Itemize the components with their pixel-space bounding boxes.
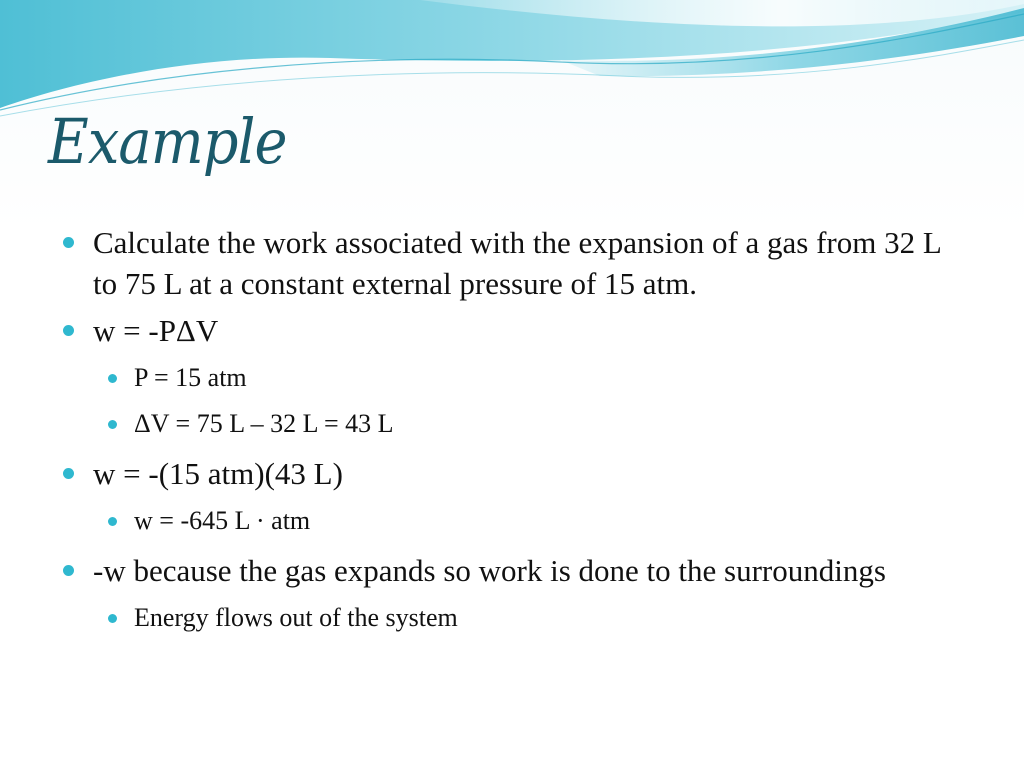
bullet-dot-icon — [63, 237, 74, 248]
list-item-text: Energy flows out of the system — [134, 603, 458, 632]
bullet-list — [62, 222, 962, 647]
list-item-text: w = -PΔV — [93, 313, 219, 348]
list-item — [62, 222, 962, 304]
list-item — [62, 601, 962, 635]
slide-title: Example — [48, 105, 287, 178]
list-item — [62, 453, 962, 494]
bullet-dot-icon — [63, 325, 74, 336]
list-item-text: Calculate the work associated with the expansion of a gas from 32 L to 75 L at a constant external pressure of 15 atm. — [93, 225, 941, 301]
list-item — [62, 504, 962, 538]
bullet-dot-icon — [63, 468, 74, 479]
list-item — [62, 407, 962, 441]
list-item-text: P = 15 atm — [134, 363, 247, 392]
list-item-text: w = -(15 atm)(43 L) — [93, 456, 343, 491]
list-item — [62, 310, 962, 351]
bullet-dot-icon — [63, 565, 74, 576]
bullet-dot-icon — [108, 517, 117, 526]
list-item-text: -w because the gas expands so work is done to the surroundings — [93, 553, 886, 588]
list-item — [62, 550, 962, 591]
bullet-dot-icon — [108, 374, 117, 383]
list-item-text: w = -645 L · atm — [134, 506, 311, 535]
bullet-dot-icon — [108, 420, 117, 429]
bullet-dot-icon — [108, 614, 117, 623]
list-item — [62, 361, 962, 395]
list-item-text: ΔV = 75 L – 32 L = 43 L — [134, 409, 394, 438]
